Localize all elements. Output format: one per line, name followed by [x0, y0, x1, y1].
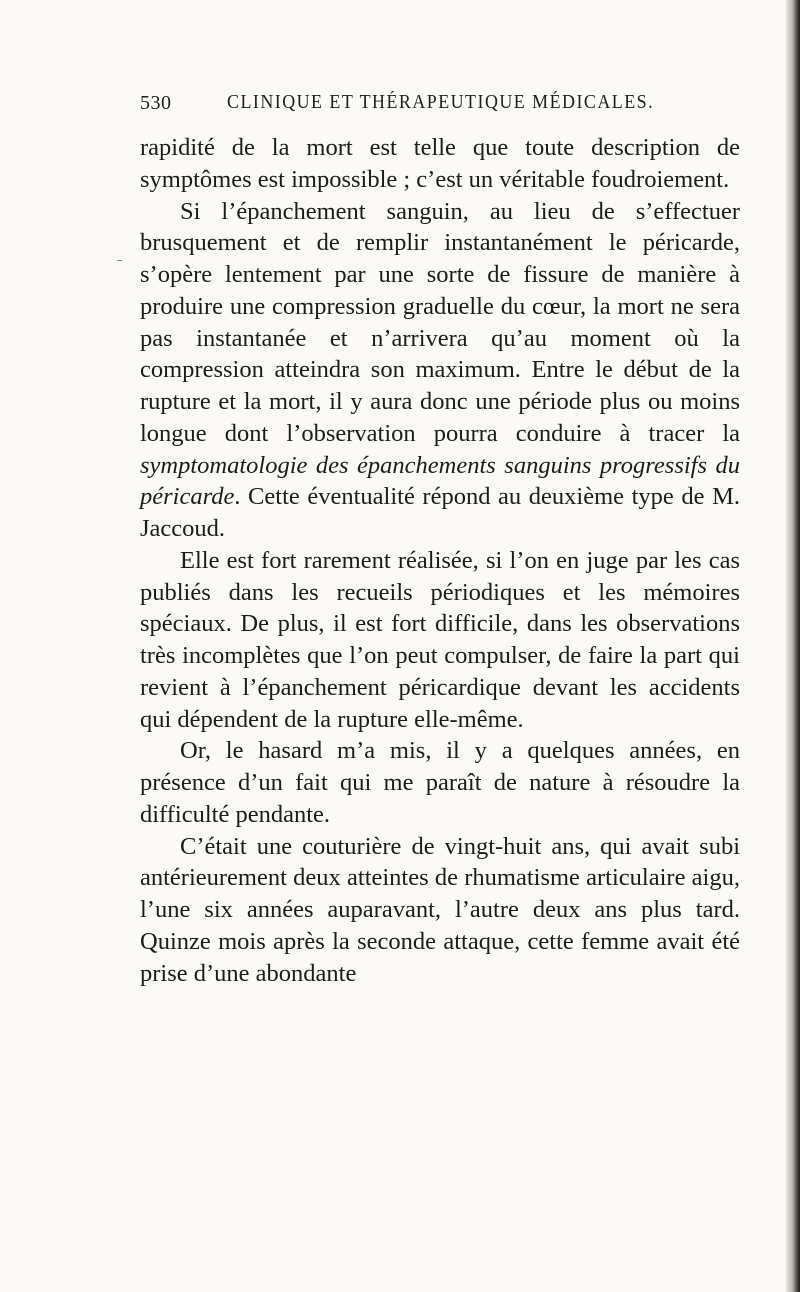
body-text — [140, 132, 740, 989]
italic-phrase: symptomatologie des épanchements sanguins progressifs du péricarde — [140, 451, 740, 511]
paragraph-couturiere: C’était une couturière de vingt-huit ans, qui avait subi antérieurement deux atteintes de rhumatisme articulaire aigu, l’une six années auparavant, l’autre deux ans plus tard. Quinze mois après la seconde attaque, cette femme avait été prise d’une abondante — [140, 832, 740, 987]
paragraph-hasard: Or, le hasard m’a mis, il y a quelques années, en présence d’un fait qui me paraît de nature à résoudre la difficulté pendante. — [140, 737, 740, 828]
page-number: 530 — [140, 92, 172, 114]
paragraph-rarete: Elle est fort rarement réalisée, si l’on en juge par les cas publiés dans les recueils périodiques et les mémoires spéciaux. De plus, il est fort difficile, dans les observations très incomplètes que l’on peut compulser, de faire la part qui revient à l’épanchement péricardique devant les accidents qui dépendent de la rupture elle-même. — [140, 546, 740, 733]
margin-mark — [117, 260, 122, 261]
book-binding-edge — [786, 0, 800, 1292]
paragraph-text: Si l’épanchement sanguin, au lieu de s’effectuer brusquement et de remplir instantanément le péricarde, s’opère lentement par une sorte de fissure de manière à produire une compression graduelle du cœur, la mort ne sera pas instantanée et n’arrivera qu’au moment où la compression atteindra son maximum. Entre le début de la rupture et la mort, il y aura donc une période plus ou moins longue dont l’observation pourra conduire à tracer la — [140, 197, 740, 447]
running-title: CLINIQUE ET THÉRAPEUTIQUE MÉDICALES. — [227, 92, 655, 113]
paragraph-continuation: rapidité de la mort est telle que toute description de symptômes est impossible ; c’est un véritable foudroiement. — [140, 134, 740, 193]
paragraph-epanchement — [140, 196, 740, 545]
paragraph-text: . Cette éventualité répond au deuxième type de M. Jaccoud. — [140, 483, 740, 542]
running-header — [140, 92, 740, 118]
